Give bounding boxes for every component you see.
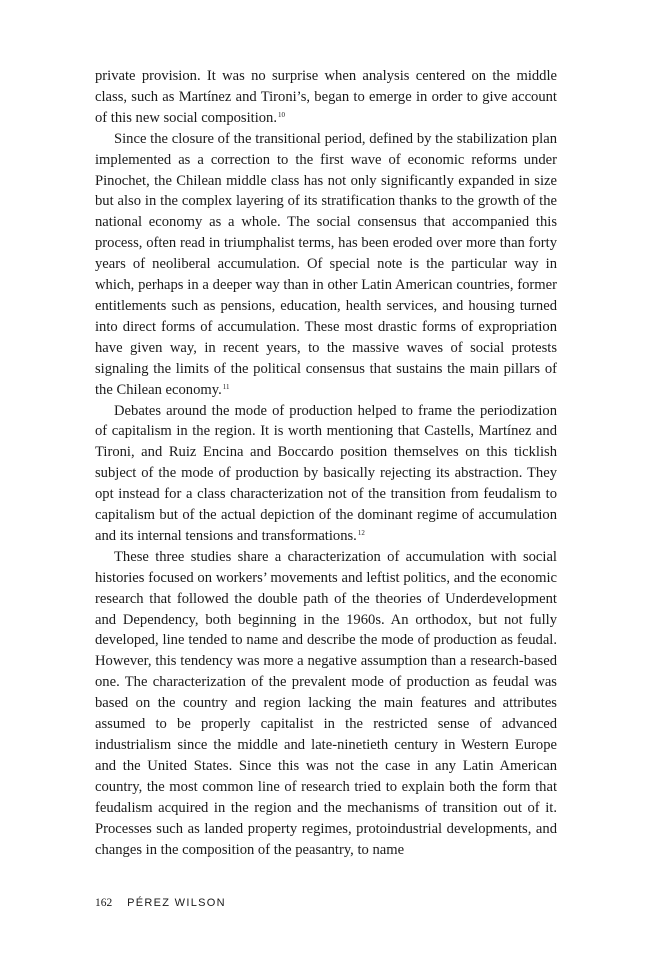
paragraph-4-text: These three studies share a characterization of accumulation with social histories focused on workers’ movements and leftist politics, and the economic research that followed the double path of the theories of Underdevelopment and Dependency, both beginning in the 1960s. An orthodox, but not fully developed, line tended to name and describe the mode of production as feudal. However, this tendency was more a negative assumption than a research-based one. The characterization of the prevalent mode of production as feudal was based on the country and region lacking the main features and attributes assumed to be properly capitalist in the restricted sense of advanced industrialism since the middle and late-ninetieth century in Western Europe and the United States. Since this was not the case in any Latin American country, the most common line of research tried to explain both the form that feudalism acquired in the region and the mechanisms of transition out of it. Processes such as landed property regimes, protoindustrial developments, and changes in the composition of the peasantry, to name: [95, 548, 557, 858]
paragraph-1: [95, 66, 557, 129]
paragraph-2-text: Since the closure of the transitional period, defined by the stabilization plan implemented as a correction to the first wave of economic reforms under Pinochet, the Chilean middle class has not only significantly expanded in size but also in the complex layering of its stratification thanks to the growth of the national economy as a whole. The social consensus that accompanied this process, often read in triumphalist terms, has been eroded over more than forty years of neoliberal accumulation. Of special note is the particular way in which, perhaps in a deeper way than in other Latin American countries, former entitlements such as pensions, education, health services, and housing turned into direct forms of accumulation. These most drastic forms of expropriation have given way, in recent years, to the massive waves of social protests signaling the limits of the political consensus that sustains the main pillars of the Chilean economy.: [95, 130, 557, 398]
running-head: PÉREZ WILSON: [127, 897, 226, 909]
paragraph-1-text: private provision. It was no surprise when analysis centered on the middle class, such as Martínez and Tironi’s, began to emerge in order to give account of this new social composition.: [95, 68, 557, 126]
page-body: [95, 66, 557, 860]
paragraph-4: [95, 547, 557, 861]
footnote-ref-10[interactable]: 10: [278, 110, 285, 119]
page-number: 162: [95, 897, 113, 909]
paragraph-3: [95, 401, 557, 547]
footnote-ref-11[interactable]: 11: [222, 382, 230, 391]
paragraph-3-text: Debates around the mode of production helped to frame the periodization of capitalism in the region. It is worth mentioning that Castells, Martínez and Tironi, and Ruiz Encina and Boccardo position themselves on this ticklish subject of the mode of production by basically rejecting its abstraction. They opt instead for a class characterization not of the transition from feudalism to capitalism but of the actual depiction of the dominant regime of accumulation and its internal tensions and transformations.: [95, 402, 557, 544]
page-footer: [95, 897, 226, 909]
paragraph-2: [95, 129, 557, 401]
footnote-ref-12[interactable]: 12: [357, 528, 365, 537]
